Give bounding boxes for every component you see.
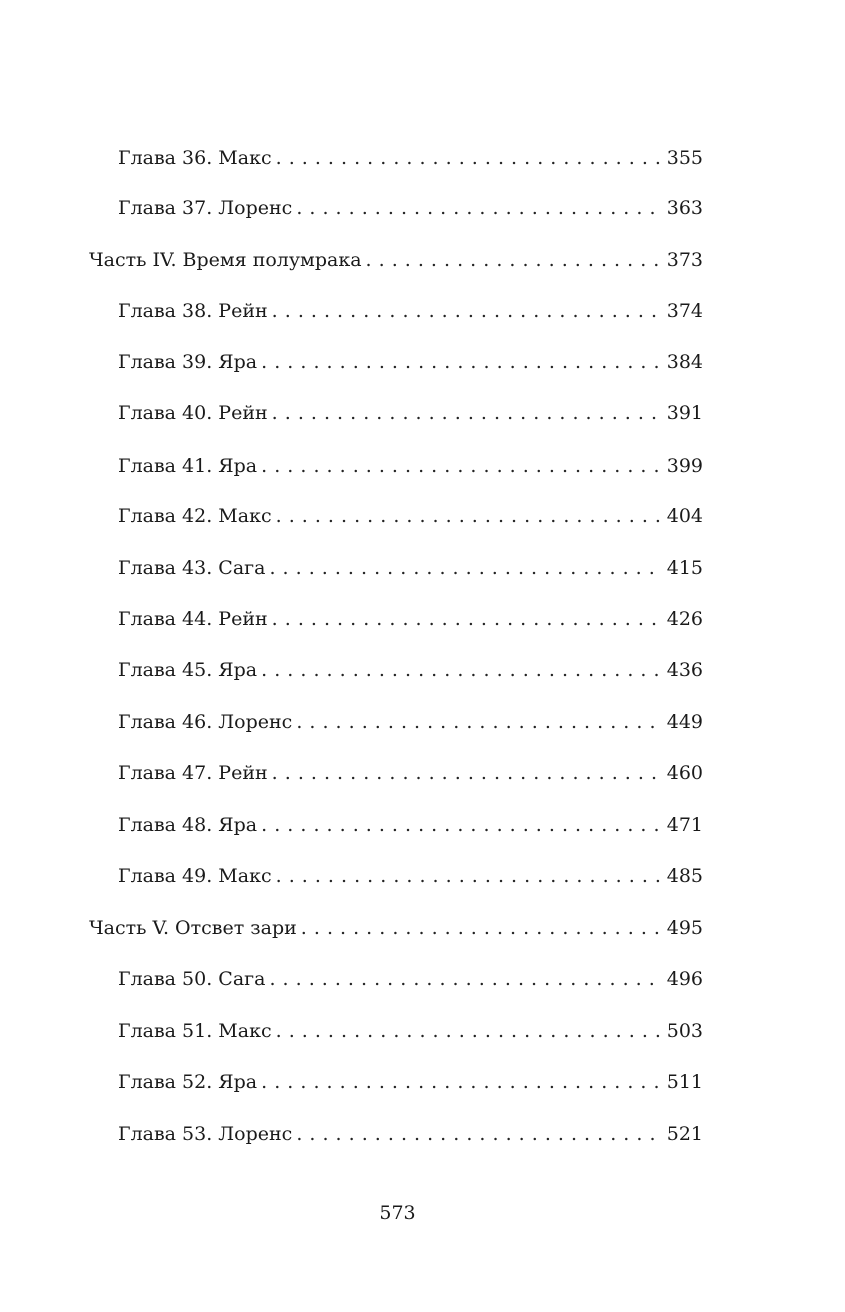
toc-entry-page: 449 [666,711,703,733]
toc-dot-leader [272,603,663,635]
toc-dot-leader [272,295,663,327]
toc-entry-title: Глава 45. Яра [118,659,258,681]
toc-entry-page: 460 [666,762,703,784]
toc-entry-page: 436 [666,659,703,681]
toc-entry [118,500,703,532]
toc-dot-leader [276,860,663,892]
toc-part-entry [89,244,703,276]
toc-entry-page: 521 [666,1123,703,1145]
toc-entry [118,706,703,738]
toc-entry [118,450,703,482]
toc-entry-page: 495 [666,917,703,939]
toc-part-title: Часть V. Отсвет зари [89,917,297,939]
toc-entry-page: 496 [666,968,703,990]
toc-entry-page: 511 [666,1071,703,1093]
toc-dot-leader [276,500,663,532]
toc-entry-page: 471 [666,814,703,836]
toc-entry-title: Глава 37. Лоренс [118,197,293,219]
toc-entry-title: Глава 42. Макс [118,505,272,527]
toc-dot-leader [296,192,662,224]
toc-dot-leader [366,244,663,276]
toc-entry-page: 374 [666,300,703,322]
toc-entry-title: Глава 47. Рейн [118,762,268,784]
toc-entry-title: Глава 48. Яра [118,814,258,836]
toc-dot-leader [261,450,663,482]
toc-dot-leader [301,912,663,944]
toc-entry-page: 426 [666,608,703,630]
toc-dot-leader [269,552,662,584]
toc-entry-title: Глава 46. Лоренс [118,711,293,733]
toc-entry [118,142,703,174]
toc-dot-leader [272,397,663,429]
toc-entry [118,963,703,995]
toc-entry [118,603,703,635]
toc-entry-page: 355 [666,147,703,169]
toc-entry-page: 373 [666,249,703,271]
toc-dot-leader [296,706,662,738]
toc-entry-title: Глава 39. Яра [118,351,258,373]
toc-dot-leader [296,1118,662,1150]
toc-entry-title: Глава 43. Сага [118,557,266,579]
toc-part-title: Часть IV. Время полумрака [89,249,362,271]
toc-entry-page: 415 [666,557,703,579]
toc-entry [118,1066,703,1098]
toc-dot-leader [272,757,663,789]
toc-entry-title: Глава 38. Рейн [118,300,268,322]
toc-entry-title: Глава 50. Сага [118,968,266,990]
page-number: 573 [379,1202,416,1224]
toc-entry-title: Глава 51. Макс [118,1020,272,1042]
toc-part-entry [89,912,703,944]
toc-entry [118,809,703,841]
toc-entry-title: Глава 40. Рейн [118,402,268,424]
toc-entry [118,1118,703,1150]
toc-entry [118,295,703,327]
toc-entry-page: 363 [666,197,703,219]
toc-entry-title: Глава 52. Яра [118,1071,258,1093]
toc-entry [118,757,703,789]
toc-entry-page: 399 [666,455,703,477]
toc-entry-page: 404 [666,505,703,527]
toc-entry [118,1015,703,1047]
toc-entry-page: 391 [666,402,703,424]
toc-entry [118,860,703,892]
toc-entry [118,552,703,584]
toc-dot-leader [269,963,662,995]
toc-entry-title: Глава 49. Макс [118,865,272,887]
toc-entry [118,192,703,224]
toc-entry-title: Глава 36. Макс [118,147,272,169]
toc-dot-leader [276,142,663,174]
toc-entry-title: Глава 44. Рейн [118,608,268,630]
toc-dot-leader [261,346,663,378]
toc-entry-title: Глава 53. Лоренс [118,1123,293,1145]
toc-entry-page: 503 [666,1020,703,1042]
toc-entry-page: 384 [666,351,703,373]
toc-entry-page: 485 [666,865,703,887]
toc-dot-leader [276,1015,663,1047]
toc-entry [118,397,703,429]
toc-dot-leader [261,654,663,686]
toc-entry [118,654,703,686]
toc-dot-leader [261,1066,663,1098]
toc-entry-title: Глава 41. Яра [118,455,258,477]
toc-entry [118,346,703,378]
toc-dot-leader [261,809,663,841]
